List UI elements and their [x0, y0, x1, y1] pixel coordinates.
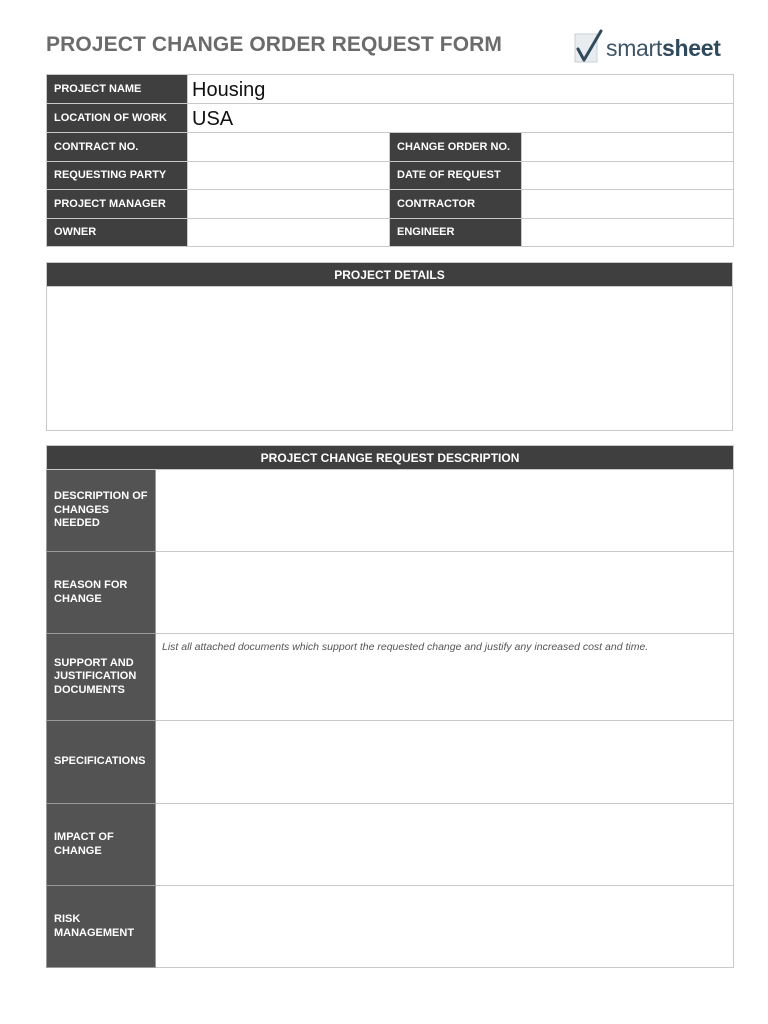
support-documents-field[interactable]: List all attached documents which support the requested change and justify any increased cost and time. [156, 634, 734, 721]
risk-management-label: RISK MANAGEMENT [47, 886, 156, 968]
owner-label: OWNER [47, 218, 188, 247]
description-of-changes-field[interactable] [156, 470, 734, 552]
support-documents-label: SUPPORT AND JUSTIFICATION DOCUMENTS [47, 634, 156, 721]
project-info-table [46, 74, 734, 247]
requesting-party-label: REQUESTING PARTY [47, 161, 188, 190]
contract-no-field[interactable] [188, 133, 390, 162]
change-order-no-field[interactable] [522, 133, 734, 162]
engineer-field[interactable] [522, 218, 734, 247]
location-of-work-label: LOCATION OF WORK [47, 104, 188, 133]
change-request-table [46, 445, 734, 968]
description-of-changes-label: DESCRIPTION OF CHANGES NEEDED [47, 470, 156, 552]
contractor-field[interactable] [522, 190, 734, 219]
change-order-no-label: CHANGE ORDER NO. [390, 133, 522, 162]
brand-bold: sheet [662, 34, 721, 61]
risk-management-field[interactable] [156, 886, 734, 968]
reason-for-change-field[interactable] [156, 552, 734, 634]
project-details-table [46, 262, 733, 431]
brand-wordmark [606, 35, 721, 62]
project-details-field[interactable] [47, 287, 733, 431]
project-manager-label: PROJECT MANAGER [47, 190, 188, 219]
project-manager-field[interactable] [188, 190, 390, 219]
reason-for-change-label: REASON FOR CHANGE [47, 552, 156, 634]
project-details-heading: PROJECT DETAILS [47, 263, 733, 287]
project-name-field[interactable]: Housing [188, 75, 734, 104]
impact-of-change-label: IMPACT OF CHANGE [47, 804, 156, 886]
contractor-label: CONTRACTOR [390, 190, 522, 219]
requesting-party-field[interactable] [188, 161, 390, 190]
form-title: PROJECT CHANGE ORDER REQUEST FORM [46, 33, 502, 56]
project-name-label: PROJECT NAME [47, 75, 188, 104]
contract-no-label: CONTRACT NO. [47, 133, 188, 162]
date-of-request-field[interactable] [522, 161, 734, 190]
owner-field[interactable] [188, 218, 390, 247]
engineer-label: ENGINEER [390, 218, 522, 247]
location-of-work-field[interactable]: USA [188, 104, 734, 133]
specifications-label: SPECIFICATIONS [47, 721, 156, 804]
brand-light: smart [606, 34, 663, 61]
smartsheet-logo [574, 28, 734, 68]
checkmark-icon [574, 29, 604, 67]
change-request-heading: PROJECT CHANGE REQUEST DESCRIPTION [47, 446, 734, 470]
impact-of-change-field[interactable] [156, 804, 734, 886]
date-of-request-label: DATE OF REQUEST [390, 161, 522, 190]
specifications-field[interactable] [156, 721, 734, 804]
